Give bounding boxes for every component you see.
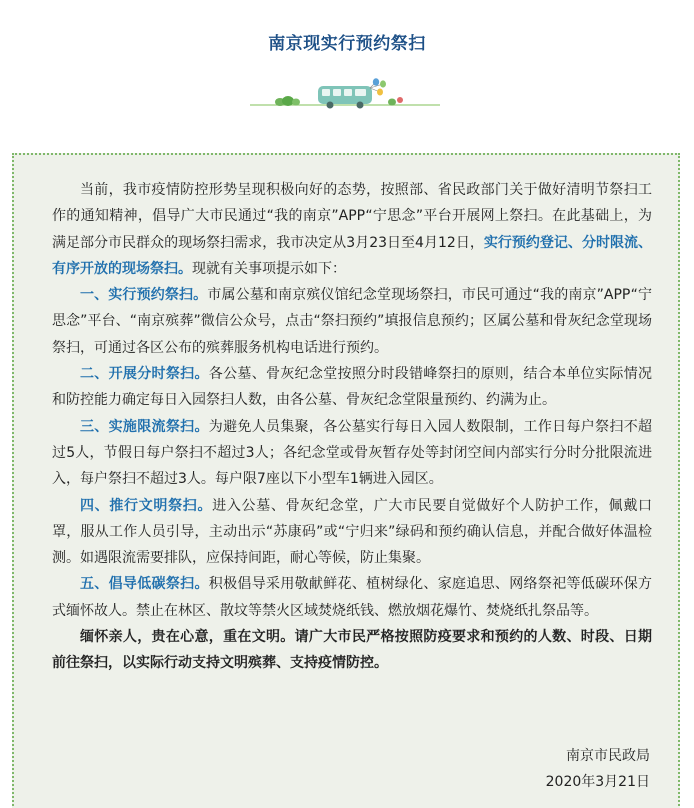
notice-box (12, 153, 680, 808)
paragraph-item-3: 三、实施限流祭扫。为避免人员集聚，各公墓实行每日入园人数限制，工作日每户祭扫不超过5人，节假日每户祭扫不超过3人；各纪念堂或骨灰暂存处等封闭空间内部实行分时分批限流进入，每户祭扫不超过3人。每户限7座以下小型车1辆进入园区。 (52, 418, 653, 488)
paragraph-item-4: 四、推行文明祭扫。进入公墓、骨灰纪念堂，广大市民要自觉做好个人防护工作，佩戴口罩，服从工作人员引导，主动出示“苏康码”或“宁归来”绿码和预约确认信息，并配合做好体温检测。如遇限流需要排队，应保持间距，耐心等候，防止集聚。 (52, 497, 653, 567)
signature-org: 南京市民政局 (566, 748, 650, 764)
signature-block (546, 743, 650, 795)
paragraph-item-5: 五、倡导低碳祭扫。积极倡导采用敬献鲜花、植树绿化、家庭追思、网络祭祀等低碳环保方式缅怀故人。禁止在林区、散坟等禁火区域焚烧纸钱、燃放烟花爆竹、焚烧纸扎祭品等。 (52, 576, 653, 619)
paragraph-intro: 当前，我市疫情防控形势呈现积极向好的态势，按照部、省民政部门关于做好清明节祭扫工作的通知精神，倡导广大市民通过“我的南京”APP“宁思念”平台开展网上祭扫。在此基础上，为满足部分市民群众的现场祭扫需求，我市决定从3月23日至4月12日，实行预约登记、分时限流、有序开放的现场祭扫。现就有关事项提示如下： (52, 182, 653, 277)
bus-with-balloons-icon (250, 78, 440, 112)
item-heading: 二、开展分时祭扫。 (80, 366, 209, 383)
item-heading: 五、倡导低碳祭扫。 (80, 576, 209, 593)
paragraph-item-2: 二、开展分时祭扫。各公墓、骨灰纪念堂按照分时段错峰祭扫的原则，结合本单位实际情况和防控能力确定每日入园祭扫人数，由各公墓、骨灰纪念堂限量预约、约满为止。 (52, 366, 653, 409)
highlight-text: 实行预约登记、分时限流、有序开放的现场祭扫。 (52, 234, 653, 277)
item-heading: 一、实行预约祭扫。 (80, 287, 208, 304)
item-heading: 四、推行文明祭扫。 (80, 497, 213, 514)
paragraph-closing: 缅怀亲人，贵在心意，重在文明。请广大市民严格按照防疫要求和预约的人数、时段、日期前往祭扫，以实际行动支持文明殡葬、支持疫情防控。 (52, 629, 652, 672)
paragraph-item-1: 一、实行预约祭扫。市属公墓和南京殡仪馆纪念堂现场祭扫，市民可通过“我的南京”APP“宁思念”平台、“南京殡葬”微信公众号，点击“祭扫预约”填报信息预约；区属公墓和骨灰纪念堂现场祭扫，可通过各区公布的殡葬服务机构电话进行预约。 (52, 287, 653, 356)
page-title: 南京现实行预约祭扫 (268, 34, 426, 54)
signature-date: 2020年3月21日 (545, 774, 650, 790)
item-heading: 三、实施限流祭扫。 (80, 418, 209, 435)
notice-body (52, 177, 652, 677)
